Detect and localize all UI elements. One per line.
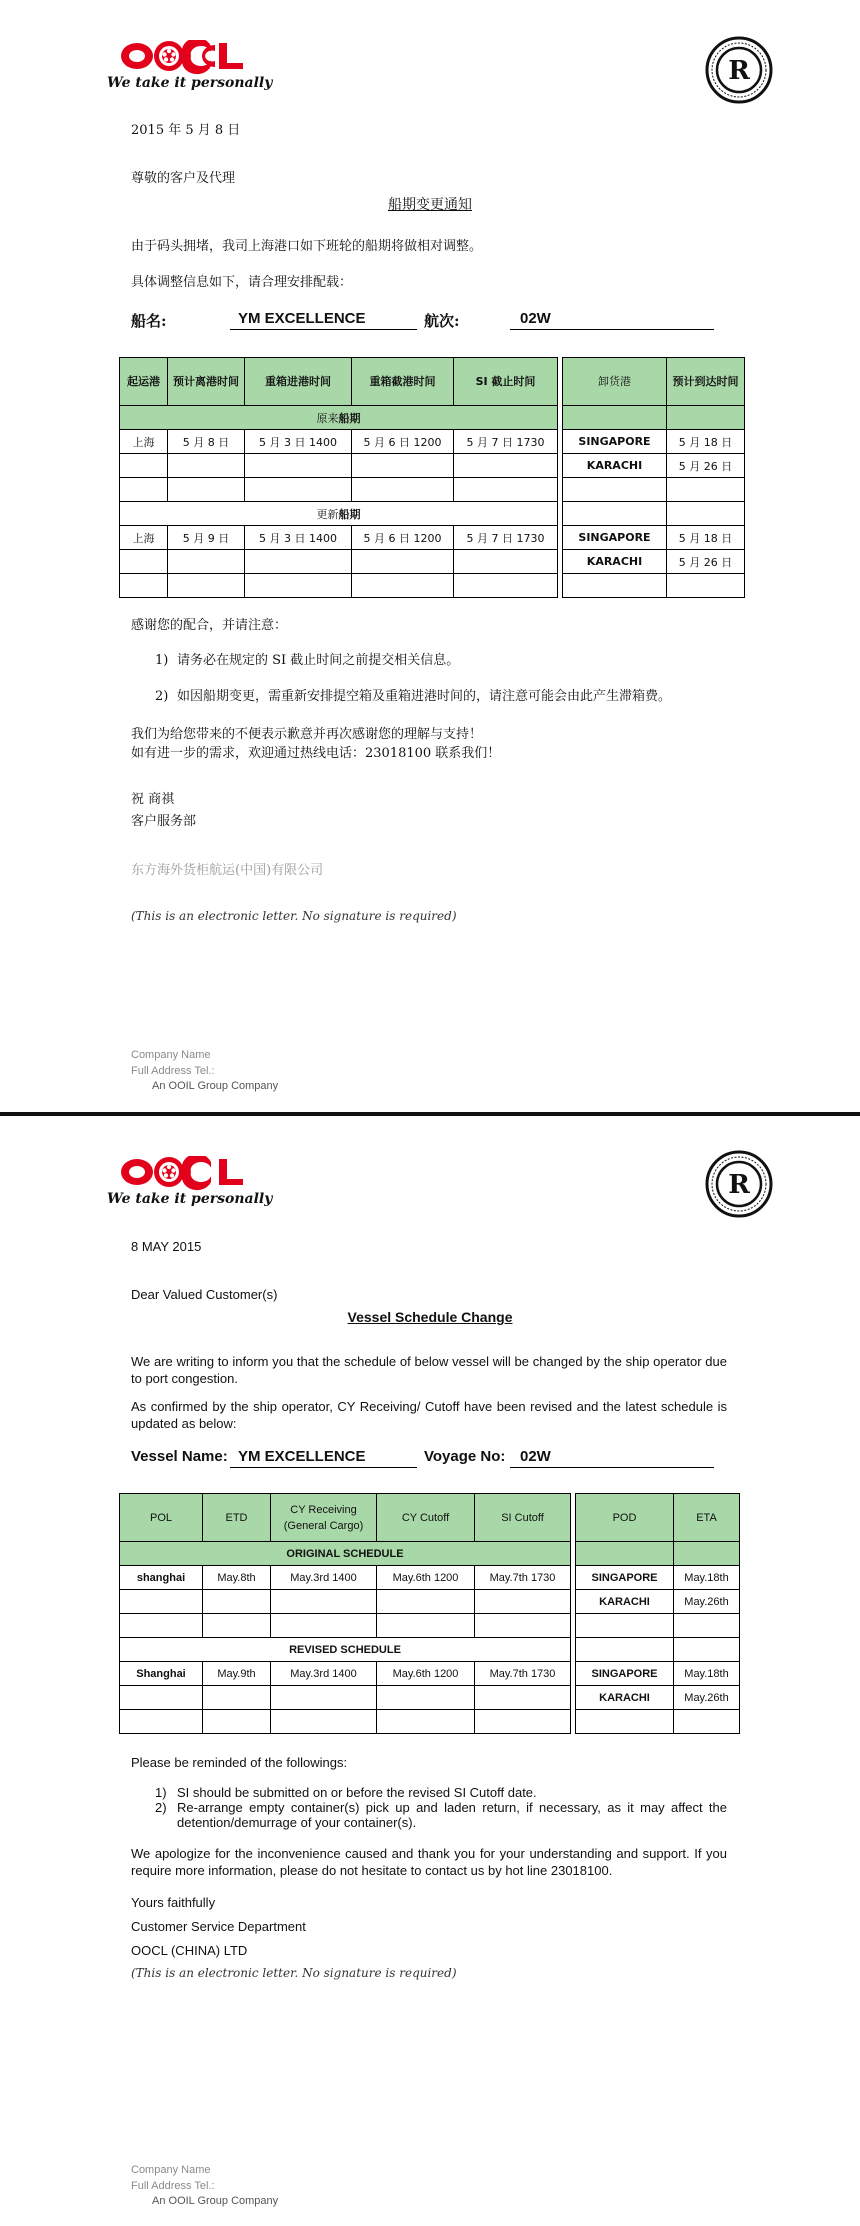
table-row	[120, 1566, 740, 1590]
col-header-etd: ETD	[203, 1494, 271, 1542]
table-cell	[352, 550, 454, 574]
col-header-pod: 卸货港	[563, 358, 667, 406]
table-cell	[475, 1614, 571, 1638]
table-row	[120, 1662, 740, 1686]
table-cell: May.26th	[674, 1590, 740, 1614]
col-header-pod: POD	[576, 1494, 674, 1542]
voyage-label: Voyage No:	[424, 1448, 506, 1465]
col-header-pol: 起运港	[120, 358, 168, 406]
paragraph-1: We are writing to inform you that the schedule of below vessel will be changed by the ship operator due to port congestion.	[131, 1354, 727, 1386]
table-cell: Shanghai	[120, 1662, 203, 1686]
note-2-text: Re-arrange empty container(s) pick up and laden return, if necessary, as it may affect the detention/demurrage of your container(s).	[177, 1800, 727, 1830]
table-cell: 5 月 8 日	[168, 430, 245, 454]
revised-rows	[120, 526, 745, 598]
table-cell	[454, 550, 558, 574]
table-cell: 5 月 26 日	[667, 550, 745, 574]
footer-address: Full Address Tel.:	[131, 1065, 215, 1077]
table-cell	[563, 574, 667, 598]
table-cell: 5 月 6 日 1200	[352, 430, 454, 454]
oocl-wordmark-icon	[119, 1156, 259, 1196]
table-row	[120, 574, 745, 598]
footer-company: Company Name	[131, 2164, 211, 2176]
vessel-label: Vessel Name:	[131, 1448, 228, 1465]
table-cell	[245, 454, 352, 478]
vessel-value: YM EXCELLENCE	[230, 310, 417, 330]
table-cell: May.9th	[203, 1662, 271, 1686]
table-cell	[120, 1686, 203, 1710]
table-cell: KARACHI	[576, 1590, 674, 1614]
salutation: 尊敬的客户及代理	[131, 171, 236, 186]
paragraph-1: 由于码头拥堵，我司上海港口如下班轮的船期将做相对调整。	[131, 239, 483, 254]
letter-date: 2015 年 5 月 8 日	[131, 123, 241, 138]
table-cell	[271, 1710, 377, 1734]
apology-paragraph: We apologize for the inconvenience caused and thank you for your understanding and support. If you require more information, please do not hesitate to contact us by hot line 23018100.	[131, 1846, 727, 1878]
table-cell: May.18th	[674, 1566, 740, 1590]
oocl-wordmark-icon	[119, 40, 259, 80]
note-1-num: 1)	[155, 653, 169, 668]
note-2-num: 2)	[155, 1800, 167, 1815]
table-cell	[667, 478, 745, 502]
table-cell: May.7th 1730	[475, 1662, 571, 1686]
footer-group: An OOIL Group Company	[152, 1080, 279, 1092]
table-cell: May.3rd 1400	[271, 1662, 377, 1686]
table-cell	[454, 478, 558, 502]
table-cell	[271, 1614, 377, 1638]
table-cell: May.3rd 1400	[271, 1566, 377, 1590]
col-header-eta: 预计到达时间	[667, 358, 745, 406]
table-cell	[120, 1590, 203, 1614]
table-cell	[168, 550, 245, 574]
table-cell	[203, 1590, 271, 1614]
voyage-label: 航次:	[424, 312, 460, 330]
table-cell: 5 月 18 日	[667, 526, 745, 550]
voyage-value: 02W	[510, 1448, 714, 1468]
table-cell	[674, 1710, 740, 1734]
table-cell: SINGAPORE	[563, 526, 667, 550]
table-cell: May.6th 1200	[377, 1566, 475, 1590]
paragraph-2: As confirmed by the ship operator, CY Receiving/ Cutoff have been revised and the latest schedule is updated as below:	[131, 1399, 727, 1431]
letter-page-chinese	[0, 0, 860, 1112]
brand-tagline: We take it personally	[107, 1191, 273, 1207]
original-rows	[120, 430, 745, 502]
table-cell	[168, 478, 245, 502]
table-cell: KARACHI	[563, 550, 667, 574]
table-cell	[120, 550, 168, 574]
vessel-label: 船名:	[131, 312, 167, 330]
table-cell	[454, 574, 558, 598]
oocl-logo	[107, 1154, 273, 1212]
voyage-value: 02W	[510, 310, 714, 330]
company-name-cn: 东方海外货柜航运(中国)有限公司	[131, 863, 324, 878]
apology-line-1: 我们为给您带来的不便表示歉意并再次感谢您的理解与支持！	[131, 727, 483, 742]
signature-note: (This is an electronic letter. No signature is required)	[131, 909, 457, 923]
table-row	[120, 1590, 740, 1614]
table-cell: 5 月 6 日 1200	[352, 526, 454, 550]
table-cell	[475, 1686, 571, 1710]
table-cell: KARACHI	[563, 454, 667, 478]
table-cell	[667, 574, 745, 598]
table-cell: May.26th	[674, 1686, 740, 1710]
table-cell	[377, 1686, 475, 1710]
note-2-text: 如因船期变更，需重新安排提空箱及重箱进港时间的，请注意可能会由此产生滞箱费。	[177, 689, 672, 704]
table-row	[120, 454, 745, 478]
col-header-cy-cutoff: CY Cutoff	[377, 1494, 475, 1542]
schedule-table	[119, 357, 745, 598]
table-cell	[352, 478, 454, 502]
schedule-table	[119, 1493, 740, 1734]
table-cell	[203, 1614, 271, 1638]
table-cell	[271, 1686, 377, 1710]
closing-1: 祝 商祺	[131, 792, 175, 807]
col-header-cy-receiving: CY Receiving (General Cargo)	[271, 1494, 377, 1542]
brand-tagline: We take it personally	[107, 75, 273, 91]
col-header-eta: ETA	[674, 1494, 740, 1542]
paragraph-2: 具体调整信息如下，请合理安排配载：	[131, 275, 353, 290]
section-original: 原来船期	[120, 406, 558, 430]
table-cell: May.8th	[203, 1566, 271, 1590]
col-header-si-cutoff: SI 截止时间	[454, 358, 558, 406]
table-cell	[203, 1710, 271, 1734]
footer-address: Full Address Tel.:	[131, 2180, 215, 2192]
table-cell	[168, 574, 245, 598]
table-cell: 5 月 3 日 1400	[245, 430, 352, 454]
table-cell: 5 月 7 日 1730	[454, 526, 558, 550]
original-rows	[120, 1566, 740, 1638]
closing-1: Yours faithfully	[131, 1895, 216, 1910]
note-1-num: 1)	[155, 1785, 167, 1800]
apology-line-2: 如有进一步的需求，欢迎通过热线电话：23018100 联系我们！	[131, 746, 501, 761]
signature-note: (This is an electronic letter. No signature is required)	[131, 1966, 457, 1980]
table-row	[120, 526, 745, 550]
table-cell: 5 月 9 日	[168, 526, 245, 550]
letter-page-english	[0, 1117, 860, 2226]
table-cell	[120, 574, 168, 598]
table-cell: shanghai	[120, 1566, 203, 1590]
col-header-cy-cutoff: 重箱截港时间	[352, 358, 454, 406]
section-original: ORIGINAL SCHEDULE	[120, 1542, 571, 1566]
table-cell: 上海	[120, 526, 168, 550]
table-cell	[377, 1710, 475, 1734]
table-cell	[271, 1590, 377, 1614]
page-separator	[0, 1112, 860, 1116]
table-cell	[377, 1614, 475, 1638]
table-cell	[674, 1614, 740, 1638]
col-header-si-cutoff: SI Cutoff	[475, 1494, 571, 1542]
table-cell	[120, 454, 168, 478]
table-cell	[120, 1614, 203, 1638]
table-cell	[454, 454, 558, 478]
table-cell	[475, 1590, 571, 1614]
closing-2: Customer Service Department	[131, 1919, 306, 1934]
table-cell	[120, 478, 168, 502]
reminder-line: Please be reminded of the followings:	[131, 1755, 348, 1770]
table-cell: May.6th 1200	[377, 1662, 475, 1686]
closing-2: 客户服务部	[131, 814, 197, 829]
table-cell	[475, 1710, 571, 1734]
seal-letter: R	[728, 56, 750, 86]
table-cell	[245, 574, 352, 598]
vessel-value: YM EXCELLENCE	[230, 1448, 417, 1468]
table-cell	[245, 478, 352, 502]
quality-seal-icon	[705, 1150, 773, 1218]
footer-company: Company Name	[131, 1049, 211, 1061]
revised-rows	[120, 1662, 740, 1734]
table-cell: 上海	[120, 430, 168, 454]
note-1-text: SI should be submitted on or before the revised SI Cutoff date.	[177, 1785, 537, 1800]
table-row	[120, 1614, 740, 1638]
note-2-num: 2)	[155, 689, 169, 704]
table-cell	[352, 454, 454, 478]
table-cell	[576, 1614, 674, 1638]
table-row	[120, 1710, 740, 1734]
table-cell: 5 月 18 日	[667, 430, 745, 454]
table-row	[120, 478, 745, 502]
table-row	[120, 430, 745, 454]
footer-group: An OOIL Group Company	[152, 2195, 279, 2207]
table-cell	[377, 1590, 475, 1614]
table-cell: May.18th	[674, 1662, 740, 1686]
table-row	[120, 1686, 740, 1710]
letter-title: Vessel Schedule Change	[347, 1309, 513, 1325]
table-cell: May.7th 1730	[475, 1566, 571, 1590]
seal-letter: R	[728, 1170, 750, 1200]
col-header-etd: 预计离港时间	[168, 358, 245, 406]
salutation: Dear Valued Customer(s)	[131, 1287, 278, 1302]
table-cell	[245, 550, 352, 574]
table-cell: 5 月 3 日 1400	[245, 526, 352, 550]
company-name-en: OOCL (CHINA) LTD	[131, 1943, 248, 1958]
table-cell	[168, 454, 245, 478]
table-cell	[120, 1710, 203, 1734]
letter-date: 8 MAY 2015	[131, 1239, 202, 1254]
thanks-line: 感谢您的配合，并请注意：	[131, 618, 288, 633]
table-cell: KARACHI	[576, 1686, 674, 1710]
table-cell	[563, 478, 667, 502]
table-cell	[352, 574, 454, 598]
letter-title: 船期变更通知	[388, 197, 472, 213]
section-revised: REVISED SCHEDULE	[120, 1638, 571, 1662]
table-cell: SINGAPORE	[576, 1566, 674, 1590]
section-revised: 更新船期	[120, 502, 558, 526]
table-cell: 5 月 26 日	[667, 454, 745, 478]
table-cell	[203, 1686, 271, 1710]
col-header-cy-receiving: 重箱进港时间	[245, 358, 352, 406]
table-cell	[576, 1710, 674, 1734]
quality-seal-icon	[705, 36, 773, 104]
col-header-pol: POL	[120, 1494, 203, 1542]
table-cell: SINGAPORE	[563, 430, 667, 454]
table-cell: 5 月 7 日 1730	[454, 430, 558, 454]
table-cell: SINGAPORE	[576, 1662, 674, 1686]
note-1-text: 请务必在规定的 SI 截止时间之前提交相关信息。	[177, 653, 460, 668]
table-row	[120, 550, 745, 574]
oocl-logo	[107, 38, 273, 96]
